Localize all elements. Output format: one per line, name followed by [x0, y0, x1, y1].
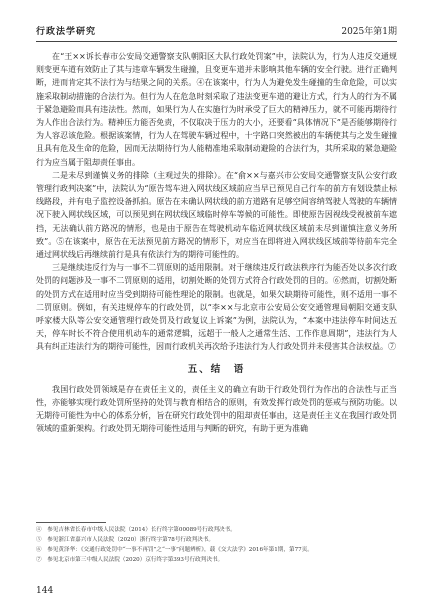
footnote: ⑤ 参见浙江省嘉兴市人民法院（2020）浙行终字第78号行政判决书。 — [36, 537, 214, 543]
issue-label: 2025年第1期 — [341, 27, 397, 37]
footnote: ⑥ 参见黄泽华：《交通行政处罚中“一事不再罚”之“一事”问题辨析》，载《交大法学》2016年第1期，第77页。 — [36, 547, 313, 553]
running-header — [36, 26, 397, 42]
footnote: ④ 参见吉林省长春市中级人民法院（2014）长行终字第00089号行政判决书。 — [36, 527, 236, 533]
page-number: 144 — [36, 586, 54, 596]
footnotes — [36, 525, 397, 565]
journal-title: 行政法学研究 — [36, 27, 97, 37]
section-heading: 五、结 语 — [187, 363, 246, 375]
conclusion-paragraph: 我国行政处罚领域是存在责任主义的，责任主义的确立有助于行政处罚行为作出的合法性与正当性，亦能够实现行政处罚所坚持的处罚与教育相结合的原则，有效发挥行政处罚的惩戒与预防功能。以无期待可能性为中心的体系分析，旨在研究行政处罚中的阻却责任事由，这是责任主义在我国行政处罚领域的重新架构。行政处罚无期待可能性适用与判断的研究，有助于更为准确 — [36, 384, 397, 434]
footnote-divider — [36, 522, 106, 523]
body-paragraph: 二是未尽到谨慎义务的排除（主观过失的排除）。在“俞××与嘉兴市公安局交通警察支队公安行政管理行政判决案”中，法院认为“原告驾车进入网状线区域前应当早已预见自己行车的前方有划设禁止标线路段，并有电子监控设备抓拍。原告在未确认网状线的前方道路有足够空间容纳驾驶人驾驶的车辆情况下驶入网状线区域，可以预见到在网状线区域临时停车等候的可能性。即使原告因视线受视被前车遮挡，无法确认前方路况的情形，也是由于原告在驾驶机动车临近网状线区域前未尽到谨慎注意义务所致”。⑤在该案中，原告在无法预见前方路况的情形下，对应当在即将进入网状线区域前等待前车完全通过网状线后再继续前行是具有依法行为的期待可能性的。 — [36, 170, 397, 260]
body-paragraph: 三是继续违反行为与一事不二罚原则的适用限制。对于继续违反行政法秩序行为能否处以多次行政处罚的问题涉及一事不二罚原则的适用，切割处断的处罚方式符合行政处罚的目的。⑥然而，切割处断的处罚方式在适用时应当受到期待可能性理论的限制。也就是，如果欠缺期待可能性，则不适用一事不二罚原则。例如，有关违规停车的行政处罚，以“李××与北京市公安局公安交通管理局朝阳交通支队呼家楼大队等公安交通管理行政处罚及行政复议上诉案”为例，法院认为，“本案中违法停车时间达五天，停车时长不符合使用机动车的通常逻辑，远超于一般人之通常生活、工作作息周期”，违法行为人具有纠正违法行为的期待可能性，因而行政机关再次给予违法行为人行政处罚并未侵害其合法权益。⑦ — [36, 263, 397, 352]
footnote: ⑦ 参见北京市第三中级人民法院（2020）京行终字第393号行政判决书。 — [36, 557, 224, 563]
article-body — [36, 50, 397, 436]
body-paragraph: 在“王××诉长春市公安局交通警察支队朝阳区大队行政处罚案”中，法院认为，行为人违反交通规则变更车道有效防止了其与违章车辆发生碰撞，且变更车道并未影响其他车辆的安全行驶。进行正确判断，进而肯定其不法行为与结果之间的关系。④在该案中，行为人为避免发生碰撞的生命危险，可以实施采取制动措施的合法行为。但行为人在危急时刻采取了违法变更车道的避让方式，行为人的行为不属于紧急避险而具有违法性。然而，如果行为人在实施行为时承受了巨大的精神压力，就不可能再期待行为人作出合法行为。精神压力能否免责，不仅取决于压力的大小，还要看“具体情况下”是否能够期待行为人容忍该危险。根据该案情，行为人在驾驶车辆过程中，十字路口突然被出的车辆使其与之发生碰撞且具有危及生命的危险，因而无法期待行为人能精准地采取制动避险的合法行为，其所采取的紧急避险行为应当属于阻却责任事由。 — [36, 52, 397, 167]
